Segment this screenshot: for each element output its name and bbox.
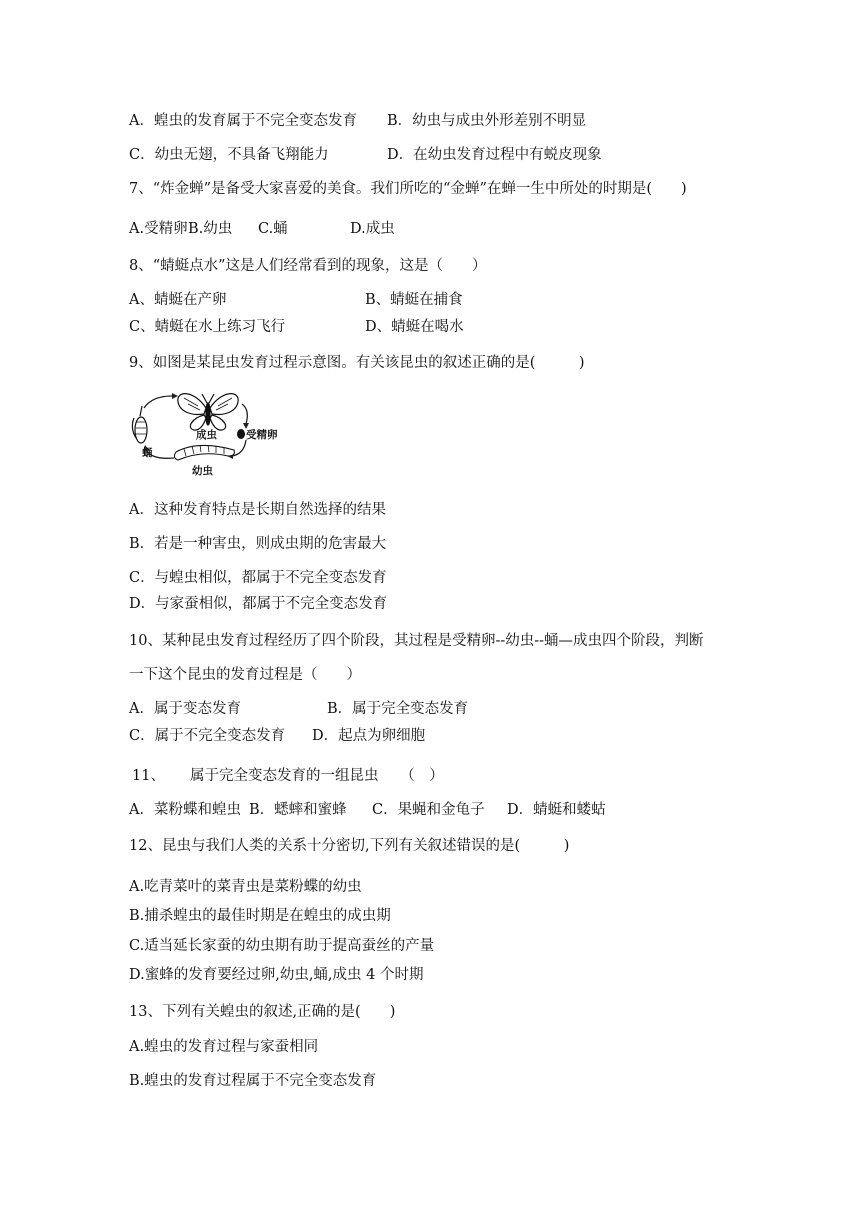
q6-option-d: D．在幼虫发育过程中有蜕皮现象 (387, 147, 602, 163)
q9-option-d: D．与家蚕相似，都属于不完全变态发育 (129, 596, 388, 612)
q6-option-c: C．幼虫无翅，不具备飞翔能力 (129, 147, 329, 163)
q11-option-a: A．菜粉蝶和蝗虫 (129, 802, 241, 818)
q9-option-a: A．这种发育特点是长期自然选择的结果 (129, 502, 386, 518)
q11-stem: 属于完全变态发育的一组昆虫 （ ） (190, 768, 444, 784)
q12-option-a: A.吃青菜叶的菜青虫是菜粉蝶的幼虫 (129, 879, 362, 895)
q12-option-c: C.适当延长家蚕的幼虫期有助于提高蚕丝的产量 (129, 938, 435, 954)
q8-option-a: A、蜻蜓在产卵 (129, 292, 227, 308)
q7-option-a: A.受精卵 (129, 221, 188, 237)
q8-option-d: D、蜻蜓在喝水 (365, 319, 464, 335)
figure-label-larva: 幼虫 (192, 465, 213, 477)
q10-option-d: D．起点为卵细胞 (312, 728, 426, 744)
q8-option-b: B、蜻蜓在捕食 (365, 292, 463, 308)
q10-stem-line1: 10、某种昆虫发育过程经历了四个阶段，其过程是受精卵--幼虫--蛹—成虫四个阶段，判断 (129, 633, 704, 649)
q9-option-c: C．与蝗虫相似，都属于不完全变态发育 (129, 570, 387, 586)
q10-option-c: C．属于不完全变态发育 (129, 728, 286, 744)
insect-life-cycle-figure (128, 388, 284, 478)
butterfly-adult-icon (178, 394, 238, 430)
q10-option-a: A．属于变态发育 (129, 701, 241, 717)
q12-option-b: B.捕杀蝗虫的最佳时期是在蝗虫的成虫期 (129, 908, 391, 924)
q8-option-c: C、蜻蜓在水上练习飞行 (129, 319, 286, 335)
q12-stem: 12、昆虫与我们人类的关系十分密切,下列有关叙述错误的是( ) (129, 838, 570, 854)
q9-stem: 9、如图是某昆虫发育过程示意图。有关该昆虫的叙述正确的是( ) (129, 355, 585, 371)
q11-option-d: D．蜻蜓和蝼蛄 (507, 802, 606, 818)
q7-option-c: C.蛹 (258, 221, 288, 237)
figure-label-pupa: 蛹 (142, 447, 153, 459)
egg-icon (237, 429, 245, 439)
figure-label-adult: 成虫 (196, 429, 217, 441)
q7-option-d: D.成虫 (350, 221, 395, 237)
q10-stem-line2: 一下这个昆虫的发育过程是（ ） (129, 667, 361, 683)
q6-option-b: B．幼虫与成虫外形差别不明显 (387, 113, 587, 129)
q11-number: 11、 (132, 768, 165, 784)
q10-option-b: B．属于完全变态发育 (327, 701, 469, 717)
q9-option-b: B．若是一种害虫，则成虫期的危害最大 (129, 536, 387, 552)
q7-option-b: B.幼虫 (188, 221, 233, 237)
q11-option-b: B．蟋蟀和蜜蜂 (249, 802, 347, 818)
larva-icon (174, 445, 234, 460)
q11-option-c: C．果蝇和金龟子 (372, 802, 485, 818)
q12-option-d: D.蜜蜂的发育要经过卵,幼虫,蛹,成虫 4 个时期 (129, 967, 424, 983)
figure-label-egg: 受精卵 (246, 429, 278, 441)
q13-option-a: A.蝗虫的发育过程与家蚕相同 (129, 1039, 319, 1055)
q6-option-a: A．蝗虫的发育属于不完全变态发育 (129, 113, 357, 129)
pupa-icon (132, 406, 147, 443)
q7-stem: 7、“炸金蝉”是备受大家喜爱的美食。我们所吃的“金蝉”在蝉一生中所处的时期是( ) (129, 181, 687, 197)
q8-stem: 8、“蜻蜓点水”这是人们经常看到的现象，这是（ ） (129, 258, 487, 274)
q13-option-b: B.蝗虫的发育过程属于不完全变态发育 (129, 1073, 377, 1089)
q13-stem: 13、下列有关蝗虫的叙述,正确的是( ) (129, 1004, 396, 1020)
